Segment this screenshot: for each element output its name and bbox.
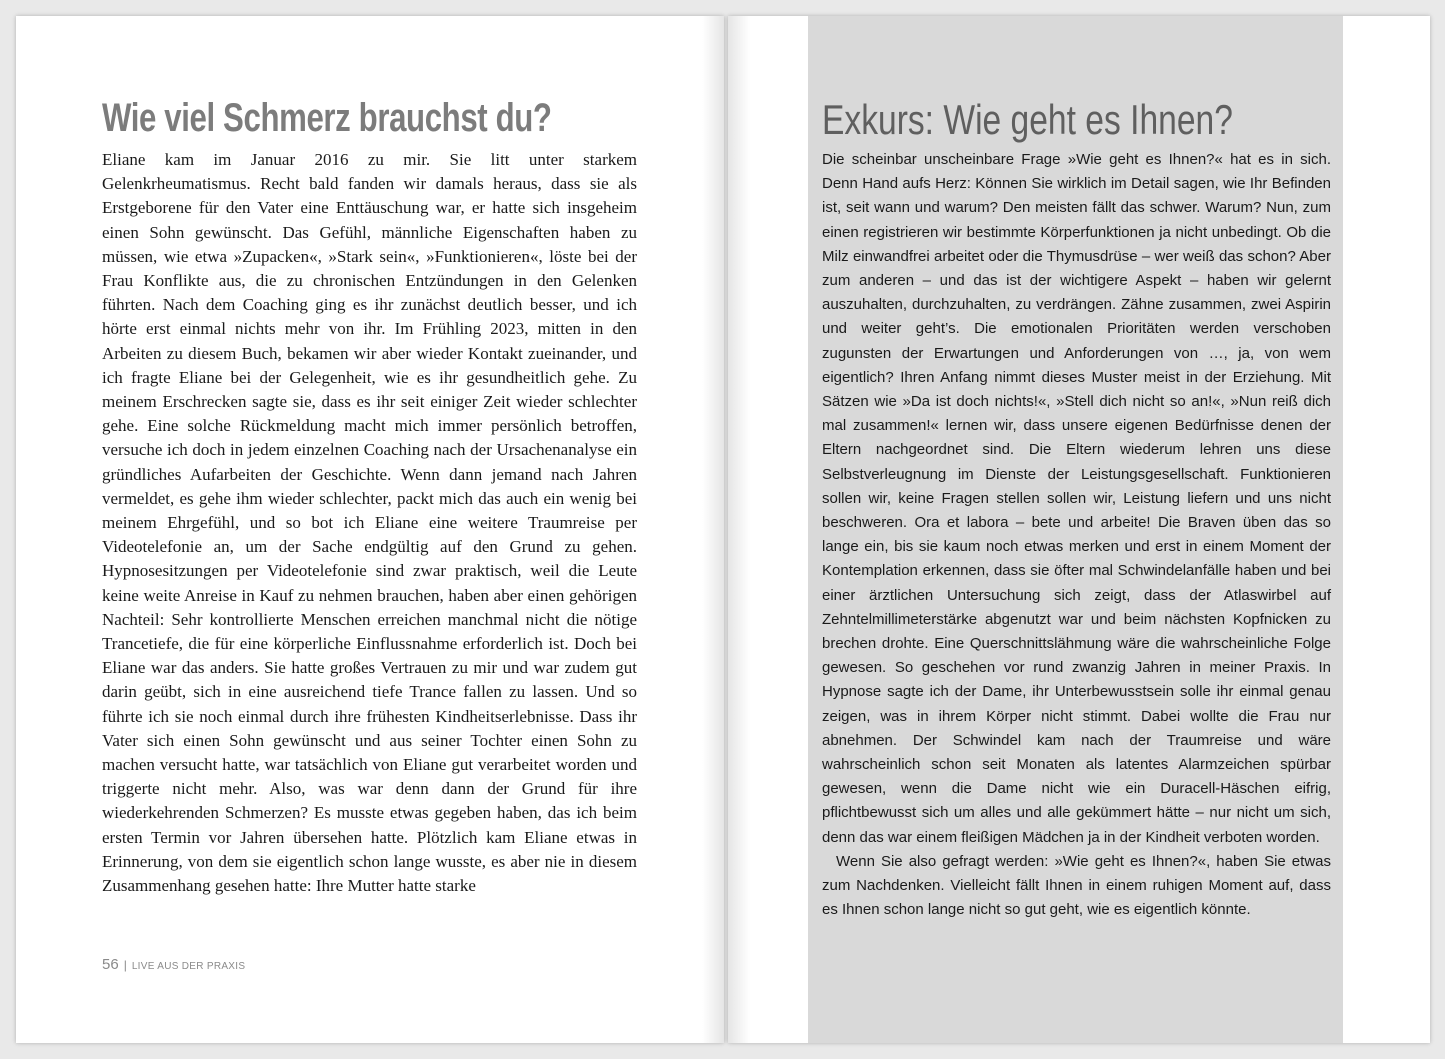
body-text: Eliane kam im Januar 2016 zu mir. Sie litt unter starkem Gelenkrheumatismus. Recht bald fanden wir damals heraus, dass sie als Erstgeborene für den Vater eine Enttäuschung war, er hatte sich insgeheim einen Sohn gewünscht. Das Gefühl, männliche Eigenschaften haben zu müssen, wie etwa »Zupacken«, »Stark sein«, »Funktionieren«, löste bei der Frau Konflikte aus, die zu chronischen Entzündungen in den Gelenken führten. Nach dem Coaching ging es ihr zunächst deutlich besser, und ich hörte erst einmal nichts mehr von ihr. Im Frühling 2023, mitten in den Arbeiten zu diesem Buch, bekamen wir aber wieder Kontakt zueinander, und ich fragte Eliane bei der Gelegenheit, wie es ihr gesundheitlich gehe. Zu meinem Erschrecken sagte sie, dass es ihr seit einiger Zeit wieder schlechter gehe. Eine solche Rückmeldung macht mich immer persönlich betroffen, versuche ich doch in jedem einzelnen Coaching nach der Ursachenanalyse ein gründliches Aufarbeiten der Geschichte. Wenn dann jemand nach Jahren vermeldet, es gehe ihm wieder schlechter, packt mich das auch ein wenig bei meinem Ehrgefühl, und so bot ich Eliane eine weitere Traumreise per Videotelefonie an, um der Sache endgültig auf den Grund zu gehen. Hypnosesitzungen per Videotelefonie sind zwar praktisch, weil die Leute keine weite Anreise in Kauf zu nehmen brauchen, haben aber einen gehörigen Nachteil: Sehr kontrollierte Menschen erreichen manchmal nicht die nötige Trancetiefe, die für eine körperliche Einflussnahme erforderlich ist. Doch bei Eliane war das anders. Sie hatte großes Vertrauen zu mir und war zudem gut darin geübt, sich in eine ausreichend tiefe Trance fallen zu lassen. Und so führte ich sie noch einmal durch ihre frühesten Kindheitserlebnisse. Dass ihr Vater sich einen Sohn gewünscht und aus seiner Tochter einen Sohn zu machen versucht hatte, war tatsächlich von Eliane gut verarbeitet worden und triggerte nicht mehr. Also, was war denn dann der Grund für ihre wiederkehrenden Schmerzen? Es musste etwas gegeben haben, das ich beim ersten Termin vor Jahren übersehen hatte. Plötzlich kam Eliane etwas in Erinnerung, von dem sie eigentlich schon lange wusste, es aber nie in diesem Zusammenhang gesehen hatte: Ihre Mutter hatte starke (102, 150, 637, 896)
chapter-title: Wie viel Schmerz brauchst du? (102, 96, 552, 140)
left-page (16, 16, 724, 1043)
excursus-paragraph: Die scheinbar unscheinbare Frage »Wie geht es Ihnen?« hat es in sich. Denn Hand aufs Herz: Können Sie wirklich im Detail sagen, wie Ihr Befinden ist, seit wann und warum? Den meisten fällt das schwer. Warum? Nun, zum einen registrieren wir bestimmte Körperfunktionen ja nicht unbedingt. Ob die Milz einwandfrei arbeitet oder die Thymusdrüse – wer weiß das schon? Aber zum anderen – und das ist der wichtigere Aspekt – haben wir gelernt auszuhalten, durchzuhalten, zu verdrängen. Zähne zusammen, zwei Aspirin und weiter geht’s. Die emotionalen Prioritäten werden verschoben zugunsten der Erwartungen und Anforderungen von …, ja, von wem eigentlich? Ihren Anfang nimmt dieses Muster meist in der Erziehung. Mit Sätzen wie »Da ist doch nichts!«, »Stell dich nicht so an!«, »Nun reiß dich mal zusammen!« lernen wir, dass unsere eigenen Bedürfnisse denen der Eltern nachgeordnet sind. Die Eltern wiederum lehren uns diese Selbstverleugnung im Dienste der Leistungsgesellschaft. Funktionieren sollen wir, keine Fragen stellen sollen wir, Leistung liefern und uns nicht beschweren. Ora et labora – bete und arbeite! Die Braven üben das so lange ein, bis sie kaum noch etwas merken und erst in einem Moment der Kontemplation erkennen, dass sie öfter mal Schwindelanfälle haben und bei einer ärztlichen Untersuchung sich zeigt, dass der Atlaswirbel auf Zehntelmillimeterstärke abgenutzt war und beim nächsten Kopfnicken zu brechen drohte. Eine Querschnittslähmung wäre die wahrscheinliche Folge gewesen. So geschehen vor rund zwanzig Jahren in meiner Praxis. In Hypnose sagte ich der Dame, ihr Unterbewusstsein solle ihr einmal genau zeigen, was in ihrem Körper nicht stimmt. Dabei wollte die Frau nur abnehmen. Der Schwindel kam nach der Traumreise und wäre wahrscheinlich schon seit Monaten als latentes Alarmzeichen spürbar gewesen, wenn die Dame nicht wie ein Duracell-Häschen eifrig, pflichtbewusst sich um alles und alle gekümmert hätte – nur nicht um sich, denn das war einem fleißigen Mädchen ja in der Kindheit verboten worden. (822, 151, 1331, 846)
excursus-title: Exkurs: Wie geht es Ihnen? (822, 96, 1233, 143)
page-footer (102, 956, 245, 974)
page-number: 56 (102, 956, 119, 973)
footer-separator: | (123, 958, 127, 972)
right-page (728, 16, 1430, 1043)
running-head: LIVE AUS DER PRAXIS (131, 961, 246, 972)
excursus-paragraph: Wenn Sie also gefragt werden: »Wie geht es Ihnen?«, haben Sie etwas zum Nachdenken. Vielleicht fällt Ihnen in einem ruhigen Moment auf, dass es Ihnen schon lange nicht so gut geht, wie es eigentlich könnte. (822, 852, 1331, 919)
gutter-shadow (702, 16, 724, 1043)
excursus-text (822, 148, 1331, 923)
gutter-shadow (728, 16, 750, 1043)
